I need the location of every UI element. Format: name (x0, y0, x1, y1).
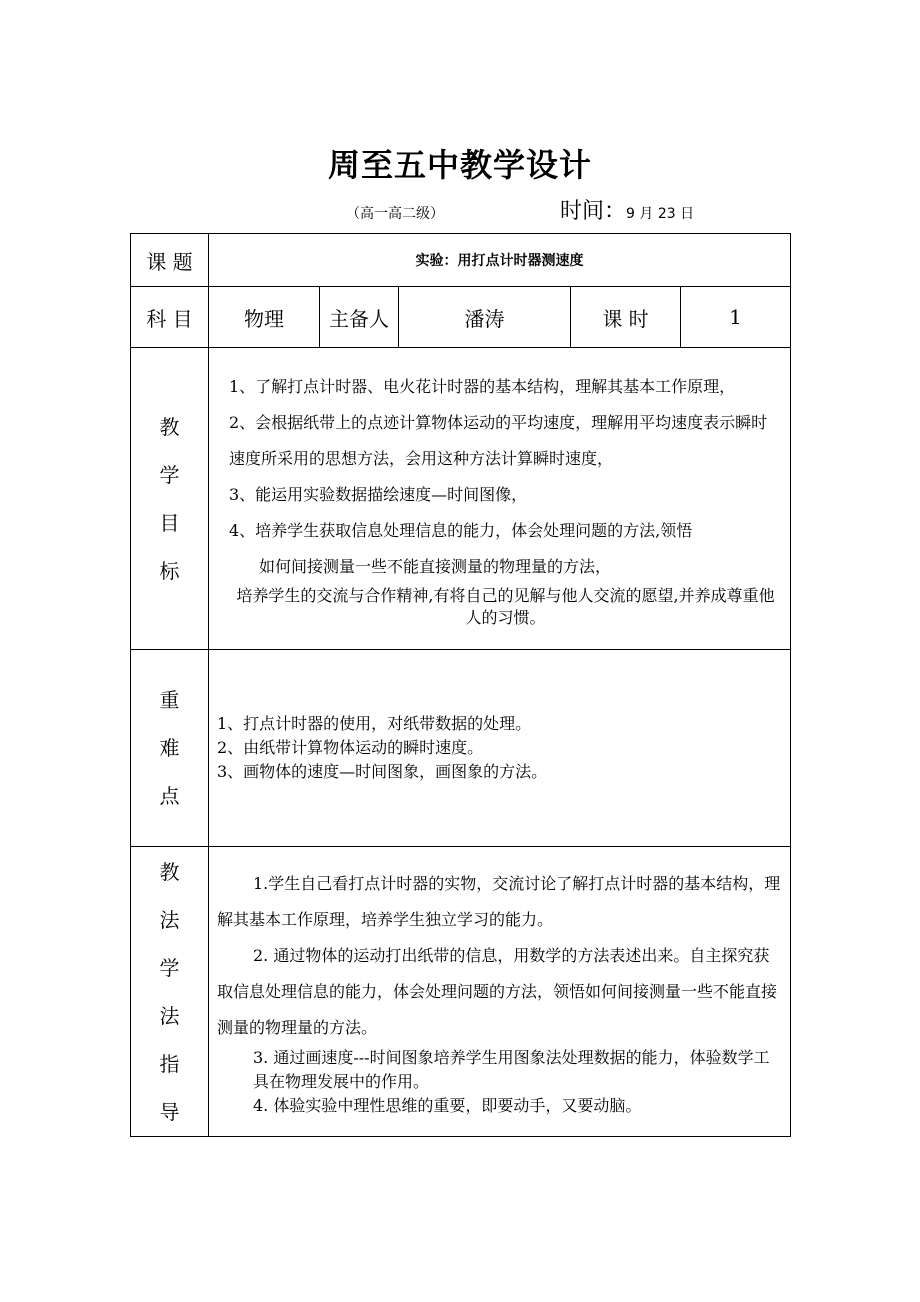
preparer-value: 潘涛 (399, 287, 571, 348)
goal-item: 2、会根据纸带上的点迹计算物体运动的平均速度，理解用平均速度表示瞬时速度所采用的思想方法，会用这种方法计算瞬时速度， (229, 412, 768, 468)
hours-value: 1 (681, 287, 791, 348)
goals-label-char: 学 (159, 462, 180, 487)
method-item: 2. 通过物体的运动打出纸带的信息，用数学的方法表述出来。自主探究获取信息处理信息的能力，体会处理问题的方法，领悟如何间接测量一些不能直接测量的物理量的方法。 (217, 945, 778, 1037)
topic-value: 实验：用打点计时器测速度 (209, 234, 791, 287)
goal-item: 1、了解打点计时器、电火花计时器的基本结构，理解其基本工作原理， (229, 376, 736, 396)
methods-row (131, 847, 791, 1137)
page-title: 周至五中教学设计 (327, 146, 592, 184)
key-label-char: 难 (159, 736, 180, 760)
grade-label: （高一高二级） (346, 206, 444, 222)
method-label (131, 847, 209, 1137)
method-label-char: 教 (159, 859, 180, 884)
method-label-char: 指 (159, 1051, 180, 1076)
method-item: 1.学生自己看打点计时器的实物，交流讨论了解打点计时器的基本结构，理解其基本工作原理，培养学生独立学习的能力。 (217, 873, 781, 929)
goals-label-char: 教 (159, 414, 180, 439)
method-label-char: 导 (159, 1099, 180, 1124)
goal-item: 培养学生的交流与合作精神,有将自己的见解与他人交流的愿望,并养成尊重他人的习惯。 (236, 585, 775, 627)
goals-label-char: 目 (159, 510, 180, 535)
goals-label (131, 348, 209, 650)
key-label-char: 重 (159, 688, 180, 712)
goal-item: 3、能运用实验数据描绘速度—时间图像， (229, 484, 528, 504)
goals-row (131, 348, 791, 650)
topic-label: 课 题 (131, 234, 209, 287)
key-points-content (209, 650, 791, 847)
hours-label: 课 时 (571, 287, 681, 348)
subject-row (131, 287, 791, 348)
topic-row (131, 234, 791, 287)
goals-label-char: 标 (159, 558, 180, 583)
key-point-item: 3、画物体的速度—时间图象，画图象的方法。 (217, 762, 548, 781)
method-label-char: 法 (159, 907, 180, 932)
time-line (560, 194, 694, 225)
subject-label: 科 目 (131, 287, 209, 348)
key-label-char: 点 (159, 784, 180, 808)
goal-item: 4、培养学生获取信息处理信息的能力，体会处理问题的方法,领悟 (229, 520, 693, 540)
goals-content (209, 348, 791, 650)
key-point-item: 2、由纸带计算物体运动的瞬时速度。 (217, 738, 484, 757)
lesson-plan-table (130, 233, 791, 1137)
methods-content (209, 847, 791, 1137)
preparer-label: 主备人 (320, 287, 399, 348)
method-item: 3. 通过画速度---时间图象培养学生用图象法处理数据的能力，体验数学工具在物理发展中的作用。 (253, 1047, 770, 1091)
method-label-char: 学 (159, 955, 180, 980)
subject-value: 物理 (209, 287, 320, 348)
key-label (131, 650, 209, 847)
date-value: 9 月 23 日 (626, 206, 695, 222)
method-label-char: 法 (159, 1003, 180, 1028)
goal-item: 如何间接测量一些不能直接测量的物理量的方法， (259, 556, 612, 576)
time-label: 时间： (560, 199, 627, 224)
method-item: 4. 体验实验中理性思维的重要，即要动手，又要动脑。 (253, 1095, 642, 1115)
key-points-row (131, 650, 791, 847)
key-point-item: 1、打点计时器的使用，对纸带数据的处理。 (217, 714, 532, 733)
